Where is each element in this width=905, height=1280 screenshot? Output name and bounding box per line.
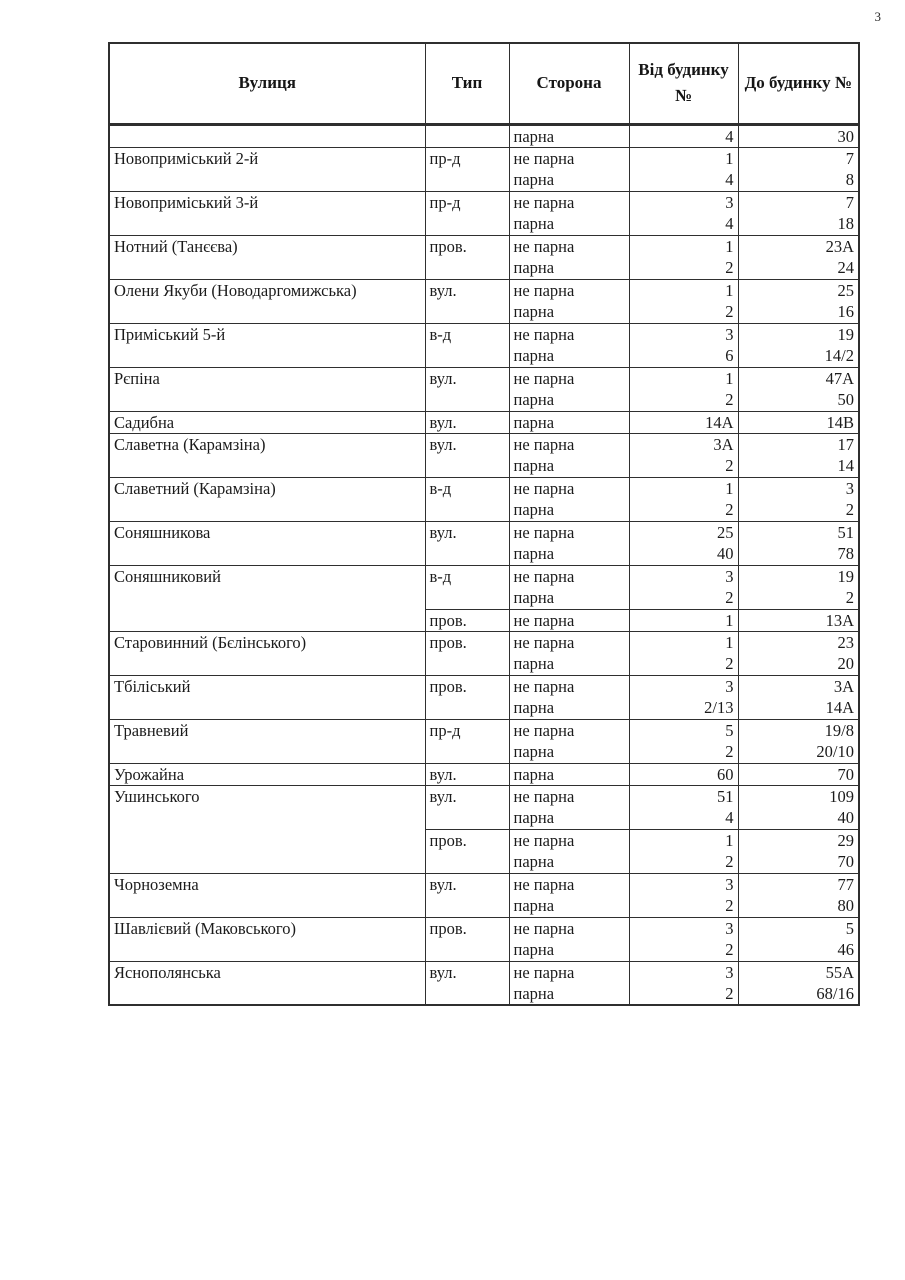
from-building-cell: 1: [629, 631, 738, 653]
street-cell: Ушинського: [109, 785, 425, 873]
from-building-cell: 2: [629, 389, 738, 411]
side-cell: не парна: [509, 521, 629, 543]
side-cell: не парна: [509, 609, 629, 631]
to-building-cell: 25: [738, 279, 859, 301]
side-cell: парна: [509, 807, 629, 829]
from-building-cell: 1: [629, 609, 738, 631]
to-building-cell: 70: [738, 851, 859, 873]
side-cell: парна: [509, 124, 629, 147]
to-building-cell: 7: [738, 147, 859, 169]
to-building-cell: 8: [738, 169, 859, 191]
type-cell: вул.: [425, 279, 509, 323]
from-building-cell: 2: [629, 301, 738, 323]
table-row: [109, 521, 859, 543]
page-number: 3: [874, 9, 881, 24]
to-building-cell: 40: [738, 807, 859, 829]
side-cell: парна: [509, 499, 629, 521]
type-cell: вул.: [425, 961, 509, 1005]
type-cell: пров.: [425, 917, 509, 961]
from-building-cell: 5: [629, 719, 738, 741]
column-header-to-building: До будинку №: [738, 43, 859, 124]
type-cell: в-д: [425, 565, 509, 609]
table-row: [109, 191, 859, 213]
to-building-cell: 23А: [738, 235, 859, 257]
to-building-cell: 78: [738, 543, 859, 565]
address-table: [108, 42, 860, 1006]
side-cell: не парна: [509, 675, 629, 697]
type-cell: вул.: [425, 367, 509, 411]
side-cell: парна: [509, 895, 629, 917]
table-row: [109, 433, 859, 455]
to-building-cell: 109: [738, 785, 859, 807]
from-building-cell: 2: [629, 895, 738, 917]
side-cell: не парна: [509, 785, 629, 807]
to-building-cell: 13А: [738, 609, 859, 631]
to-building-cell: 19: [738, 323, 859, 345]
table-row: [109, 785, 859, 807]
type-cell: вул.: [425, 521, 509, 565]
street-cell: Славетна (Карамзіна): [109, 433, 425, 477]
side-cell: не парна: [509, 433, 629, 455]
from-building-cell: 3: [629, 565, 738, 587]
street-cell: Яснополянська: [109, 961, 425, 1005]
from-building-cell: 1: [629, 235, 738, 257]
from-building-cell: 1: [629, 367, 738, 389]
side-cell: парна: [509, 763, 629, 785]
side-cell: парна: [509, 543, 629, 565]
table-row: [109, 719, 859, 741]
street-cell: Травневий: [109, 719, 425, 763]
to-building-cell: 16: [738, 301, 859, 323]
from-building-cell: 2/13: [629, 697, 738, 719]
to-building-cell: 24: [738, 257, 859, 279]
side-cell: парна: [509, 301, 629, 323]
from-building-cell: 1: [629, 477, 738, 499]
to-building-cell: 14В: [738, 411, 859, 433]
type-cell: вул.: [425, 411, 509, 433]
column-header-street: Вулиця: [109, 43, 425, 124]
from-building-cell: 3: [629, 675, 738, 697]
side-cell: парна: [509, 697, 629, 719]
type-cell: пров.: [425, 829, 509, 873]
type-cell: в-д: [425, 323, 509, 367]
street-cell: Урожайна: [109, 763, 425, 785]
column-header-type: Тип: [425, 43, 509, 124]
from-building-cell: 2: [629, 499, 738, 521]
type-cell: пров.: [425, 631, 509, 675]
from-building-cell: 3А: [629, 433, 738, 455]
table-row: [109, 235, 859, 257]
type-cell: пр-д: [425, 719, 509, 763]
to-building-cell: 30: [738, 124, 859, 147]
to-building-cell: 19/8: [738, 719, 859, 741]
table-row: [109, 323, 859, 345]
to-building-cell: 14А: [738, 697, 859, 719]
table-row: [109, 961, 859, 983]
to-building-cell: 51: [738, 521, 859, 543]
type-cell: пр-д: [425, 147, 509, 191]
side-cell: не парна: [509, 367, 629, 389]
table-row: [109, 675, 859, 697]
to-building-cell: 19: [738, 565, 859, 587]
street-cell: [109, 124, 425, 147]
side-cell: не парна: [509, 565, 629, 587]
from-building-cell: 2: [629, 939, 738, 961]
from-building-cell: 2: [629, 257, 738, 279]
table-row: [109, 565, 859, 587]
type-cell: пров.: [425, 675, 509, 719]
side-cell: не парна: [509, 147, 629, 169]
type-cell: вул.: [425, 873, 509, 917]
street-cell: Соняшникова: [109, 521, 425, 565]
side-cell: парна: [509, 257, 629, 279]
from-building-cell: 60: [629, 763, 738, 785]
table-row: [109, 367, 859, 389]
street-cell: Новоприміський 3-й: [109, 191, 425, 235]
table-row: [109, 917, 859, 939]
to-building-cell: 47А: [738, 367, 859, 389]
table-row: [109, 631, 859, 653]
side-cell: не парна: [509, 719, 629, 741]
to-building-cell: 77: [738, 873, 859, 895]
street-cell: Рєпіна: [109, 367, 425, 411]
side-cell: парна: [509, 587, 629, 609]
from-building-cell: 14А: [629, 411, 738, 433]
to-building-cell: 14: [738, 455, 859, 477]
to-building-cell: 14/2: [738, 345, 859, 367]
side-cell: парна: [509, 455, 629, 477]
side-cell: не парна: [509, 477, 629, 499]
type-cell: вул.: [425, 433, 509, 477]
side-cell: парна: [509, 653, 629, 675]
street-cell: Славетний (Карамзіна): [109, 477, 425, 521]
type-cell: вул.: [425, 785, 509, 829]
from-building-cell: 1: [629, 147, 738, 169]
side-cell: не парна: [509, 323, 629, 345]
side-cell: не парна: [509, 917, 629, 939]
to-building-cell: 2: [738, 587, 859, 609]
street-cell: Новоприміський 2-й: [109, 147, 425, 191]
from-building-cell: 4: [629, 124, 738, 147]
to-building-cell: 20: [738, 653, 859, 675]
to-building-cell: 2: [738, 499, 859, 521]
side-cell: парна: [509, 389, 629, 411]
side-cell: не парна: [509, 235, 629, 257]
side-cell: парна: [509, 345, 629, 367]
table-row: [109, 124, 859, 147]
type-cell: пров.: [425, 235, 509, 279]
from-building-cell: 2: [629, 653, 738, 675]
from-building-cell: 25: [629, 521, 738, 543]
street-cell: Старовинний (Бєлінського): [109, 631, 425, 675]
type-cell: пр-д: [425, 191, 509, 235]
side-cell: не парна: [509, 829, 629, 851]
side-cell: парна: [509, 411, 629, 433]
to-building-cell: 7: [738, 191, 859, 213]
side-cell: не парна: [509, 961, 629, 983]
from-building-cell: 3: [629, 961, 738, 983]
to-building-cell: 80: [738, 895, 859, 917]
side-cell: парна: [509, 939, 629, 961]
side-cell: парна: [509, 741, 629, 763]
table-row: [109, 477, 859, 499]
from-building-cell: 3: [629, 873, 738, 895]
side-cell: не парна: [509, 279, 629, 301]
from-building-cell: 4: [629, 807, 738, 829]
from-building-cell: 4: [629, 169, 738, 191]
to-building-cell: 50: [738, 389, 859, 411]
street-cell: Садибна: [109, 411, 425, 433]
from-building-cell: 3: [629, 191, 738, 213]
from-building-cell: 2: [629, 587, 738, 609]
from-building-cell: 3: [629, 323, 738, 345]
from-building-cell: 1: [629, 829, 738, 851]
table-body: [109, 124, 859, 1005]
side-cell: не парна: [509, 873, 629, 895]
street-cell: Приміський 5-й: [109, 323, 425, 367]
side-cell: не парна: [509, 191, 629, 213]
from-building-cell: 1: [629, 279, 738, 301]
from-building-cell: 2: [629, 741, 738, 763]
street-cell: Чорноземна: [109, 873, 425, 917]
to-building-cell: 46: [738, 939, 859, 961]
column-header-from-building: Від будинку №: [629, 43, 738, 124]
to-building-cell: 5: [738, 917, 859, 939]
type-cell: в-д: [425, 477, 509, 521]
type-cell: пров.: [425, 609, 509, 631]
to-building-cell: 18: [738, 213, 859, 235]
street-cell: Нотний (Танєєва): [109, 235, 425, 279]
to-building-cell: 55А: [738, 961, 859, 983]
type-cell: вул.: [425, 763, 509, 785]
to-building-cell: 23: [738, 631, 859, 653]
to-building-cell: 70: [738, 763, 859, 785]
side-cell: не парна: [509, 631, 629, 653]
side-cell: парна: [509, 169, 629, 191]
from-building-cell: 3: [629, 917, 738, 939]
from-building-cell: 51: [629, 785, 738, 807]
side-cell: парна: [509, 851, 629, 873]
to-building-cell: 17: [738, 433, 859, 455]
to-building-cell: 3А: [738, 675, 859, 697]
from-building-cell: 2: [629, 851, 738, 873]
to-building-cell: 20/10: [738, 741, 859, 763]
side-cell: парна: [509, 213, 629, 235]
from-building-cell: 4: [629, 213, 738, 235]
from-building-cell: 2: [629, 983, 738, 1005]
side-cell: парна: [509, 983, 629, 1005]
street-cell: Соняшниковий: [109, 565, 425, 631]
street-cell: Тбіліський: [109, 675, 425, 719]
to-building-cell: 68/16: [738, 983, 859, 1005]
column-header-side: Сторона: [509, 43, 629, 124]
street-cell: Шавлієвий (Маковського): [109, 917, 425, 961]
street-cell: Олени Якуби (Новодаргомижська): [109, 279, 425, 323]
from-building-cell: 40: [629, 543, 738, 565]
from-building-cell: 2: [629, 455, 738, 477]
table-row: [109, 147, 859, 169]
table-row: [109, 873, 859, 895]
to-building-cell: 29: [738, 829, 859, 851]
to-building-cell: 3: [738, 477, 859, 499]
type-cell: [425, 124, 509, 147]
table-row: [109, 411, 859, 433]
from-building-cell: 6: [629, 345, 738, 367]
header-row: [109, 43, 859, 124]
table-row: [109, 763, 859, 785]
table-row: [109, 279, 859, 301]
